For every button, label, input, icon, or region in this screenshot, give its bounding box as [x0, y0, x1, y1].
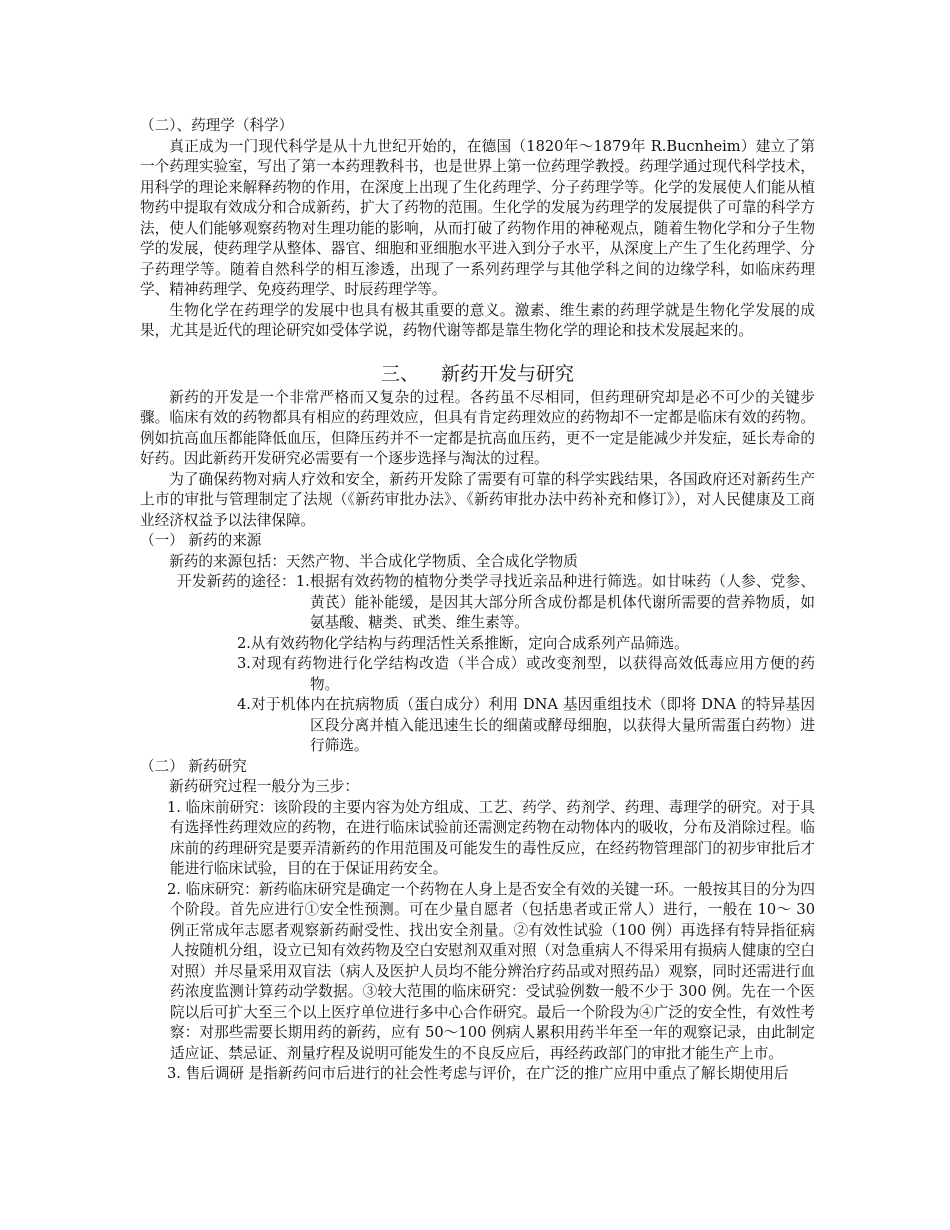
subheading-drug-research: （二） 新药研究	[140, 757, 247, 775]
section-title-text: 新药开发与研究	[441, 362, 575, 385]
paragraph-regulations: 为了确保药物对病人疗效和安全，新药开发除了需要有可靠的科学实践结果，各国政府还对新药生产上市的审批与管理制定了法规（《新药审批办法》、《新药审批办法中药补充和修订》），对人民健康及工商业经济权益予以法律保障。	[140, 470, 815, 529]
paragraph-biochemistry: 生物化学在药理学的发展中也具有极其重要的意义。激素、维生素的药理学就是生物化学发展的成果，尤其是近代的理论研究如受体学说，药物代谢等都是靠生物化学的理论和技术发展起来的。	[140, 301, 815, 339]
research-step-2: 2. 临床研究：新药临床研究是确定一个药物在人身上是否安全有效的关键一环。一般按其目的分为四个阶段。首先应进行①安全性预测。可在少量自愿者（包括患者或正常人）进行，一般在 10～ 30 例正常成年志愿者观察新药耐受性、找出安全剂量。②有效性试验（100 例）再选择有特异指征病人按随机分组，设立已知有效药物及空白安慰剂双重对照（对急重病人不得采用有损病人健康的空白对照）并尽量采用双盲法（病人及医护人员均不能分辨治疗药品或对照药品）观察，同时还需进行血药浓度监测计算药动学数据。③较大范围的临床研究：受试验例数一般不少于 300 例。先在一个医院以后可扩大至三个以上医疗单位进行多中心合作研究。最后一个阶段为④广泛的安全性，有效性考察：对那些需要长期用药的新药，应有 50～100 例病人累积用药半年至一年的观察记录，由此制定适应证、禁忌证、剂量疗程及说明可能发生的不良反应后，再经药政部门的审批才能生产上市。	[167, 880, 815, 1062]
paragraph-new-drug-development: 新药的开发是一个非常严格而又复杂的过程。各药虽不尽相同，但药理研究却是必不可少的关键步骤。临床有效的药物都具有相应的药理效应，但具有肯定药理效应的药物却不一定都是临床有效的药物。例如抗高血压都能降低血压，但降压药并不一定都是抗高血压药，更不一定是能减少并发症，延长寿命的好药。因此新药开发研究必需要有一个逐步选择与淘汰的过程。	[140, 388, 815, 467]
paragraph-pharmacology-history: 真正成为一门现代科学是从十九世纪开始的，在德国（1820年～1879年 R.Bucnheim）建立了第一个药理实验室，写出了第一本药理教科书，也是世界上第一位药理学教授。药理学通过现代科学技术，用科学的理论来解释药物的作用，在深度上出现了生化药理学、分子药理学等。化学的发展使人们能从植物药中提取有效成分和合成新药，扩大了药物的范围。生化学的发展为药理学的发展提供了可靠的科学方法，使人们能够观察药物对生理功能的影响，从而打破了药物作用的神秘观点，随着生物化学和分子生物学的发展，使药理学从整体、器官、细胞和亚细胞水平进入到分子水平，从深度上产生了生化药理学、分子药理学等。随着自然科学的相互渗透，出现了一系列药理学与其他学科之间的边缘学科，如临床药理学、精神药理学、免疫药理学、时辰药理学等。	[140, 137, 815, 298]
section-title-new-drug	[140, 360, 815, 388]
route-item-2: 2.从有效药物化学结构与药理活性关系推断，定向合成系列产品筛选。	[237, 634, 689, 652]
section-heading-pharmacology: （二）、药理学（科学）	[140, 117, 294, 134]
route-item-1: 开发新药的途径：1.根据有效药物的植物分类学寻找近亲品种进行筛选。如甘味药（人参、党参、黄芪）能补能缓，是因其大部分所含成份都是机体代谢所需要的营养物质，如氨基酸、糖类、甙类、维生素等。	[177, 573, 815, 631]
section-number: 三、	[380, 362, 419, 385]
research-step-3: 3. 售后调研 是指新药问市后进行的社会性考虑与评价，在广泛的推广应用中重点了解长期使用后	[167, 1065, 789, 1082]
research-steps-intro: 新药研究过程一般分为三步：	[169, 778, 359, 795]
drug-sources-line: 新药的来源包括：天然产物、半合成化学物质、全合成化学物质	[169, 552, 578, 570]
document-page	[140, 116, 815, 1085]
route-item-4: 4.对于机体内在抗病物质（蛋白成分）利用 DNA 基因重组技术（即将 DNA 的特异基因区段分离并植入能迅速生长的细菌或酵母细胞，以获得大量所需蛋白药物）进行筛选。	[237, 696, 815, 754]
subheading-drug-sources: （一） 新药的来源	[140, 532, 262, 549]
research-step-1: 1. 临床前研究：该阶段的主要内容为处方组成、工艺、药学、药剂学、药理、毒理学的研究。对于具有选择性药理效应的药物，在进行临床试验前还需测定药物在动物体内的吸收，分布及消除过程。临床前的药理研究是要弄清新药的作用范围及可能发生的毒性反应，在经药物管理部门的初步审批后才能进行临床试验，目的在于保证用药安全。	[167, 798, 815, 877]
route-item-3: 3.对现有药物进行化学结构改造（半合成）或改变剂型，以获得高效低毒应用方便的药物。	[237, 655, 815, 693]
